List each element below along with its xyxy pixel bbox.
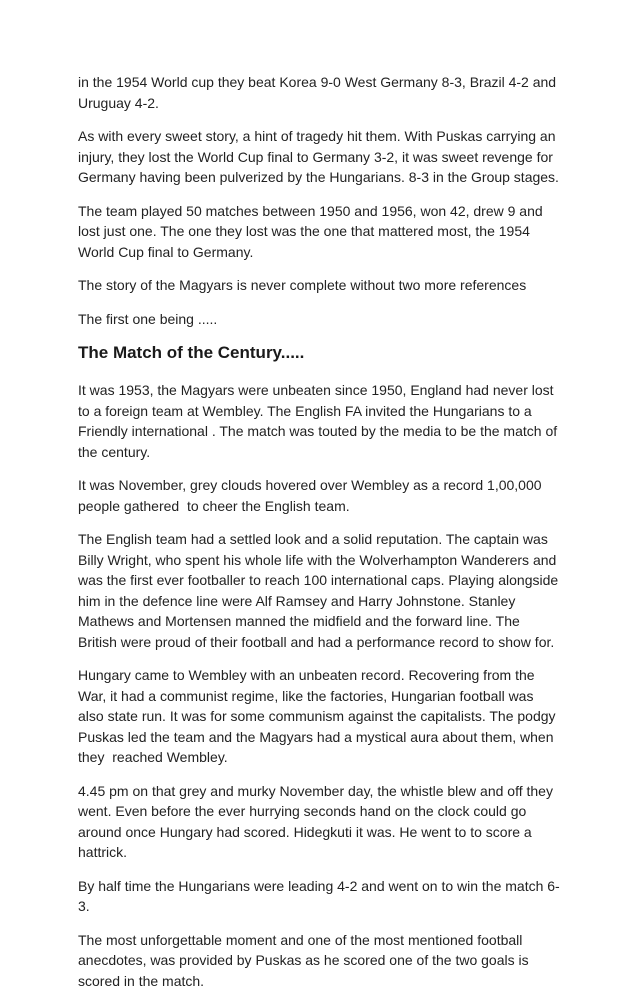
paragraph-november-crowd: It was November, grey clouds hovered over Wembley as a record 1,00,000 people gathered to cheer the English team. (78, 477, 546, 514)
paragraph-1953-background: It was 1953, the Magyars were unbeaten since 1950, England had never lost to a foreign team at Wembley. The English FA invited the Hungarians to a Friendly international . The match was touted by the media to be the match of the century. (78, 382, 562, 460)
paragraph-first-one: The first one being ..... (78, 310, 218, 327)
paragraph-world-cup-results: in the 1954 World cup they beat Korea 9-0 West Germany 8-3, Brazil 4-2 and Uruguay 4-2. (78, 74, 560, 111)
document-page (78, 72, 563, 1004)
paragraph-two-references: The story of the Magyars is never complete without two more references (78, 277, 527, 293)
paragraph-kickoff: 4.45 pm on that grey and murky November day, the whistle blew and off they went. Even before the ever hurrying seconds hand on the clock could go around once Hungary had scored. Hidegkuti it was. He went to to score a hattrick. (78, 782, 557, 860)
paragraph-hungary-arrival: Hungary came to Wembley with an unbeaten record. Recovering from the War, it had a communist regime, like the factories, Hungarian football was also state run. It was for some communism against the capitalists. The podgy Puskas led the team and the Magyars had a mystical aura about them, when they reached Wembley. (78, 667, 560, 765)
section-heading: The Match of the Century..... (78, 343, 305, 362)
paragraph-world-cup-final: As with every sweet story, a hint of tragedy hit them. With Puskas carrying an injury, they lost the World Cup final to Germany 3-2, it was sweet revenge for Germany having been pulverized by the Hungarians. 8-3 in the Group stages. (78, 128, 560, 185)
paragraph-english-team: The English team had a settled look and a solid reputation. The captain was Billy Wright, who spent his whole life with the Wolverhampton Wanderers and was the first ever footballer to reach 100 international caps. Playing alongside him in the defence line were Alf Ramsey and Harry Johnstone. Stanley Mathews and Mortensen manned the midfield and the forward line. The British were proud of their football and had a performance record to show for. (78, 531, 563, 650)
paragraph-match-record: The team played 50 matches between 1950 and 1956, won 42, drew 9 and lost just one. The one they lost was the one that mattered most, the 1954 World Cup final to Germany. (78, 202, 547, 260)
paragraph-puskas-moment: The most unforgettable moment and one of the most mentioned football anecdotes, was provided by Puskas as he scored one of the two goals is scored in the match. (78, 931, 533, 989)
paragraph-half-time: By half time the Hungarians were leading 4-2 and went on to win the match 6-3. (78, 877, 560, 914)
